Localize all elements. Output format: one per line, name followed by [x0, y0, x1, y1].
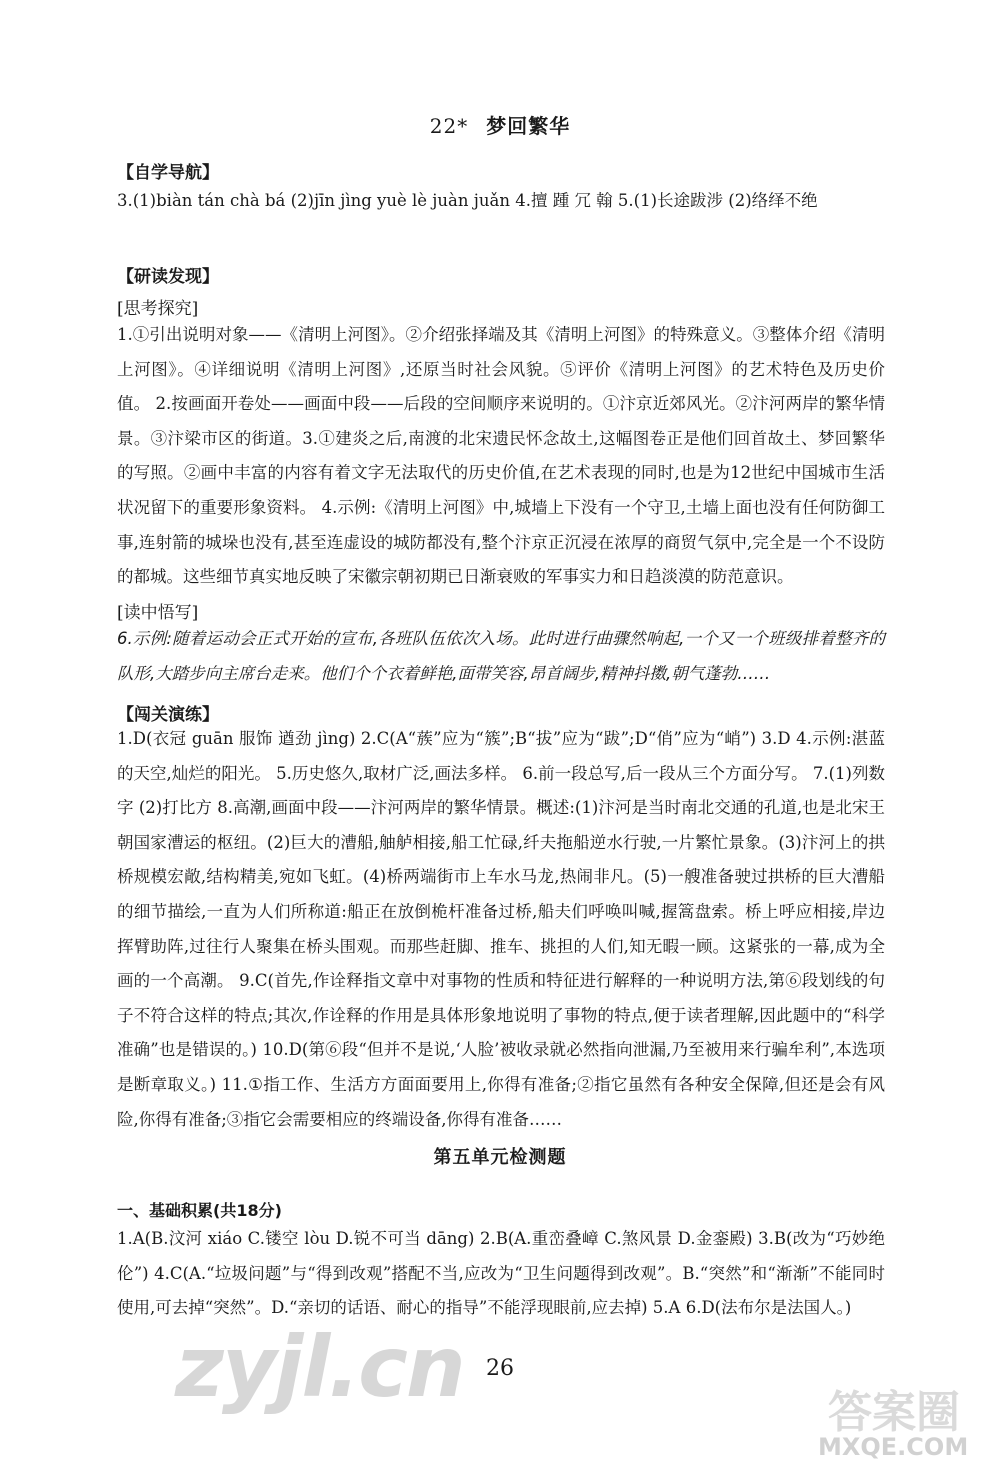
lesson-title	[0, 110, 1000, 139]
duzhong-answers: 6.示例:随着运动会正式开始的宣布,各班队伍依次入场。此时进行曲骤然响起,一个又一个班级排着整齐的队形,大踏步向主席台走来。他们个个衣着鲜艳,面带笑容,昂首阔步,精神抖擞,朝气蓬勃……	[117, 629, 885, 683]
section-heading-yandu: 【研读发现】	[117, 267, 219, 287]
section-heading-chuangguan: 【闯关演练】	[117, 705, 219, 725]
lesson-number: 22*	[429, 114, 469, 138]
watermark-left: zyjl.cn	[175, 1318, 464, 1416]
watermark-bottom: MXQE.COM	[818, 1433, 969, 1461]
watermark-right: 答案圈	[828, 1387, 960, 1438]
sikao-answers: 1.①引出说明对象——《清明上河图》。②介绍张择端及其《清明上河图》的特殊意义。③整体介绍《清明上河图》。④详细说明《清明上河图》,还原当时社会风貌。⑤评价《清明上河图》的艺术特色及历史价值。 2.按画面开卷处——画面中段——后段的空间顺序来说明的。①汴京近郊风光。②汴河两岸的繁华情景。③汴梁市区的街道。3.①建炎之后,南渡的北宋遗民怀念故土,这幅图卷正是他们回首故土、梦回繁华的写照。②画中丰富的内容有着文字无法取代的历史价值,在艺术表现的同时,也是为12世纪中国城市生活状况留下的重要形象资料。 4.示例:《清明上河图》中,城墙上下没有一个守卫,土墙上面也没有任何防御工事,连射箭的城垛也没有,甚至连虚设的城防都没有,整个汴京正沉浸在浓厚的商贸气氛中,完全是一个不设防的都城。这些细节真实地反映了宋徽宗朝初期已日渐衰败的军事实力和日趋淡漠的防范意识。	[117, 325, 885, 587]
page-number: 26	[486, 1356, 514, 1381]
unit-part1-heading: 一、基础积累(共18分)	[117, 1201, 282, 1220]
chuangguan-answers: 1.D(衣冠 guān 服饰 遒劲 jìng) 2.C(A“蔟”应为“簇”;B“拔”应为“跋”;D“俏”应为“峭”) 3.D 4.示例:湛蓝的天空,灿烂的阳光。 5.历史悠久,取材广泛,画法多样。 6.前一段总写,后一段从三个方面分写。 7.(1)列数字 (2)打比方 8.高潮,画面中段——汴河两岸的繁华情景。概述:(1)汴河是当时南北交通的孔道,也是北宋王朝国家漕运的枢纽。(2)巨大的漕船,舳舻相接,船工忙碌,纤夫拖船逆水行驶,一片繁忙景象。(3)汴河上的拱桥规模宏敞,结构精美,宛如飞虹。(4)桥两端街市上车水马龙,热闹非凡。(5)一艘准备驶过拱桥的巨大漕船的细节描绘,一直为人们所称道:船正在放倒桅杆准备过桥,船夫们呼唤叫喊,握篙盘索。桥上呼应相接,岸边挥臂助阵,过往行人聚集在桥头围观。而那些赶脚、推车、挑担的人们,知无暇一顾。这紧张的一幕,成为全画的一个高潮。 9.C(首先,作诠释指文章中对事物的性质和特征进行解释的一种说明方法,第⑥段划线的句子不符合这样的特点;其次,作诠释的作用是具体形象地说明了事物的特点,便于读者理解,因此题中的“科学准确”也是错误的。) 10.D(第⑥段“但并不是说,‘人脸’被收录就必然指向泄漏,乃至被用来行骗牟利”,本选项是断章取义。) 11.①指工作、生活方方面面要用上,你得有准备;②指它虽然有各种安全保障,但还是会有风险,你得有准备;③指它会需要相应的终端设备,你得有准备……	[117, 729, 885, 1129]
lesson-title-text: 梦回繁华	[486, 114, 571, 138]
section-heading-zixue: 【自学导航】	[117, 163, 219, 183]
subheading-duzhong: [读中悟写]	[117, 603, 199, 623]
unit-title: 第五单元检测题	[433, 1147, 567, 1168]
zixue-answers: 3.(1)biàn tán chà bá (2)jīn jìng yuè lè juàn juǎn 4.擅 踵 冗 翰 5.(1)长途跋涉 (2)络绎不绝	[117, 191, 818, 210]
unit-part1-answers: 1.A(B.汶河 xiáo C.镂空 lòu D.锐不可当 dāng) 2.B(A.重峦叠嶂 C.煞风景 D.金銮殿) 3.B(改为“巧妙绝伦”) 4.C(A.“垃圾问题”与“得到改观”搭配不当,应改为“卫生问题得到改观”。B.“突然”和“渐渐”不能同时使用,可去掉“突然”。D.“亲切的话语、耐心的指导”不能浮现眼前,应去掉) 5.A 6.D(法布尔是法国人。)	[117, 1229, 885, 1318]
subheading-sikao: [思考探究]	[117, 299, 199, 319]
